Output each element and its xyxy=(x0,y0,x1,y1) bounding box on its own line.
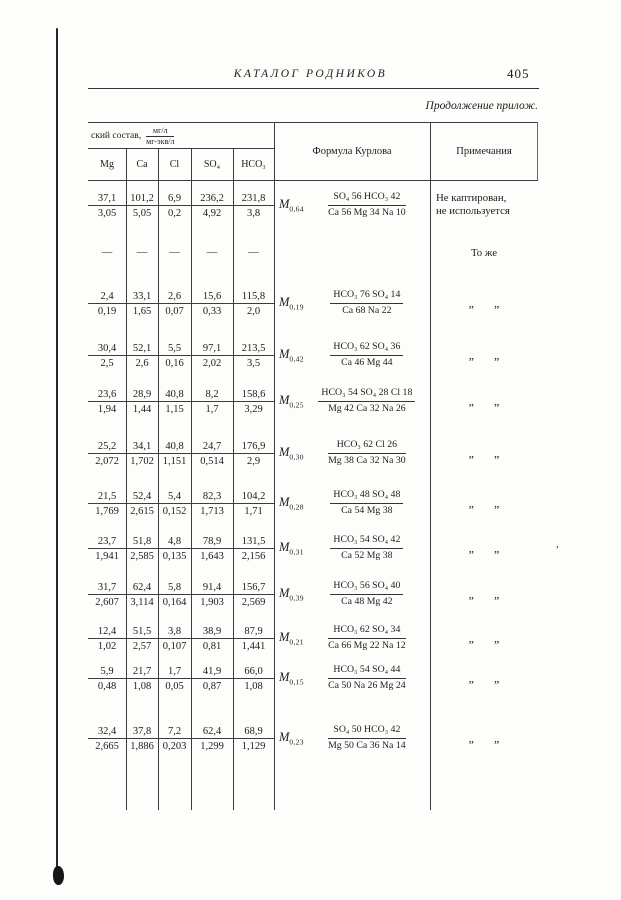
note-line: „ „ xyxy=(468,540,500,555)
note-line: „ „ xyxy=(468,630,500,645)
value-mg-eq-l: 0,135 xyxy=(162,551,187,562)
kurlov-formula xyxy=(274,286,430,320)
scan-artifact: , xyxy=(556,538,559,550)
ion-fraction xyxy=(330,289,403,316)
value-mg-eq-l: 0,33 xyxy=(202,306,222,317)
value-mg-l: 12,4 xyxy=(97,626,117,637)
note-cell xyxy=(430,436,538,470)
value-mg-l: 37,8 xyxy=(132,726,152,737)
value-mg-l: 32,4 xyxy=(97,726,117,737)
value-mg-l: 115,8 xyxy=(241,291,266,302)
anions: HCO₃ 54 SO₄ 44 xyxy=(328,664,406,678)
table-row xyxy=(88,188,538,222)
cations: Ca 46 Mg 44 xyxy=(341,356,393,368)
value-mg-eq-l: 2,57 xyxy=(132,641,152,652)
value-mg-eq-l: 1,08 xyxy=(132,681,152,692)
anions: HCO₃ 62 SO₄ 34 xyxy=(328,624,406,638)
anions: SO₄ 56 HCO₃ 42 xyxy=(328,191,406,205)
anions: HCO₃ 48 SO₄ 48 xyxy=(330,489,403,503)
value-mg-eq-l: 2,585 xyxy=(130,551,154,562)
value-mg-eq-l: 1,886 xyxy=(130,741,154,752)
mineralization: $M_{0,64}$ xyxy=(279,196,304,214)
note-cell xyxy=(430,577,538,611)
value-mg-l: 28,9 xyxy=(132,389,152,400)
mineralization: $M_{0,15}$ xyxy=(279,669,304,687)
value-mg-eq-l: 1,903 xyxy=(200,597,224,608)
value-mg-eq-l: 1,769 xyxy=(95,506,119,517)
cations: Mg 42 Ca 32 Na 26 xyxy=(328,402,406,414)
anions: HCO₃ 56 SO₄ 40 xyxy=(330,580,403,594)
running-head: КАТАЛОГ РОДНИКОВ xyxy=(233,68,388,80)
mineralization: $M_{0,21}$ xyxy=(279,629,304,647)
value-mg-eq-l: 1,441 xyxy=(241,641,266,652)
value-mg-l: 131,5 xyxy=(241,536,266,547)
value-mg-l: 40,8 xyxy=(165,389,184,400)
value-mg-eq-l: 0,19 xyxy=(97,306,117,317)
table-row xyxy=(88,621,538,655)
anions: HCO₃ 54 SO₄ 42 xyxy=(330,534,403,548)
value-mg-eq-l: 1,643 xyxy=(200,551,224,562)
value-mg-eq-l: 0,107 xyxy=(162,641,187,652)
page-number: 405 xyxy=(507,66,530,81)
ion-fraction xyxy=(328,439,406,466)
ion-fraction xyxy=(330,489,403,516)
kurlov-formula xyxy=(274,338,430,372)
ion-fraction xyxy=(328,664,406,691)
value-mg-eq-l: 2,6 xyxy=(135,358,149,369)
fraction-rule xyxy=(88,205,274,206)
value-mg-l: 23,7 xyxy=(97,536,117,547)
value-mg-l: 41,9 xyxy=(202,666,222,677)
anions: HCO₃ 54 SO₄ 28 Cl 18 xyxy=(318,387,415,401)
table-row xyxy=(88,384,538,418)
cations: Ca 68 Na 22 xyxy=(342,304,392,316)
value-mg-l: 51,8 xyxy=(132,536,152,547)
value-mg-l: 5,4 xyxy=(167,491,182,502)
value-mg-l: 25,2 xyxy=(97,441,117,452)
anions: HCO₃ 62 Cl 26 xyxy=(328,439,406,453)
value-cell xyxy=(126,236,158,270)
continuation-note: Продолжение прилож. xyxy=(425,100,538,112)
value-mg-eq-l: 0,514 xyxy=(200,456,224,467)
fraction-rule xyxy=(88,303,274,304)
value-mg-l: 156,7 xyxy=(241,582,266,593)
mineralization: $M_{0,42}$ xyxy=(279,346,304,364)
kurlov-formula xyxy=(274,661,430,695)
value-mg-eq-l: 3,05 xyxy=(97,208,117,219)
mineralization: $M_{0,23}$ xyxy=(279,729,304,747)
ion-fraction xyxy=(330,534,403,561)
fraction-rule xyxy=(88,503,274,504)
value-mg-l: 5,9 xyxy=(100,666,114,677)
fraction-rule xyxy=(88,548,274,549)
value-mg-l: 6,9 xyxy=(167,193,182,204)
kurlov-formula xyxy=(274,188,430,222)
value-mg-l: 87,9 xyxy=(244,626,263,637)
value-mg-eq-l: 1,02 xyxy=(97,641,117,652)
value-mg-l: 33,1 xyxy=(132,291,152,302)
springs-table xyxy=(88,122,538,822)
value-mg-l: 236,2 xyxy=(200,193,224,204)
column-header: Ca xyxy=(136,158,148,170)
note-cell xyxy=(430,721,538,755)
value-cell xyxy=(233,236,274,270)
value-mg-eq-l: 1,15 xyxy=(165,404,184,415)
value-mg-l: 37,1 xyxy=(97,193,117,204)
value-mg-eq-l: 5,05 xyxy=(132,208,152,219)
value-mg-l: 91,4 xyxy=(202,582,222,593)
cations: Mg 38 Ca 32 Na 30 xyxy=(328,454,406,466)
note-cell xyxy=(430,338,538,372)
ion-fraction xyxy=(328,191,406,218)
book-gutter-line xyxy=(56,28,58,880)
value-mg-l: 15,6 xyxy=(202,291,222,302)
fraction-rule xyxy=(88,738,274,739)
note-line: „ „ xyxy=(468,670,500,685)
value-mg-l: 2,6 xyxy=(167,291,182,302)
units-fraction xyxy=(146,126,174,145)
value-mg-eq-l: 1,941 xyxy=(95,551,119,562)
mineralization: $M_{0,31}$ xyxy=(279,539,304,557)
value-mg-eq-l: 0,203 xyxy=(162,741,187,752)
value-mg-eq-l: 2,607 xyxy=(95,597,119,608)
value-mg-eq-l: 2,9 xyxy=(246,456,261,467)
value-mg-l: 66,0 xyxy=(244,666,263,677)
kurlov-formula xyxy=(274,577,430,611)
cations: Ca 66 Mg 22 Na 12 xyxy=(328,639,406,651)
mineralization: $M_{0,30}$ xyxy=(279,444,304,462)
kurlov-formula xyxy=(274,486,430,520)
table-row xyxy=(88,721,538,755)
note-line: „ „ xyxy=(468,347,500,362)
fraction-rule xyxy=(88,355,274,356)
note-cell xyxy=(430,486,538,520)
value-mg-l: 68,9 xyxy=(244,726,263,737)
value-mg-eq-l: 0,87 xyxy=(202,681,222,692)
value-mg-eq-l: 2,02 xyxy=(202,358,222,369)
note-line: „ „ xyxy=(468,586,500,601)
value-mg-l: 3,8 xyxy=(167,626,182,637)
value-mg-eq-l: 3,114 xyxy=(130,597,154,608)
value-cell xyxy=(191,236,233,270)
value-mg-eq-l: 0,05 xyxy=(165,681,184,692)
mineralization: $M_{0,25}$ xyxy=(279,392,304,410)
value-mg-eq-l: 2,615 xyxy=(130,506,154,517)
note-cell xyxy=(430,384,538,418)
value-mg-eq-l: 0,164 xyxy=(162,597,187,608)
value-mg-eq-l: 1,702 xyxy=(130,456,154,467)
value-mg-l: 38,9 xyxy=(202,626,222,637)
kurlov-formula xyxy=(274,531,430,565)
fraction-rule xyxy=(88,401,274,402)
value-mg-l: 30,4 xyxy=(97,343,117,354)
cations: Ca 56 Mg 34 Na 10 xyxy=(328,206,406,218)
anions: HCO₃ 62 SO₄ 36 xyxy=(330,341,403,355)
note-cell xyxy=(430,531,538,565)
value-mg-l: 176,9 xyxy=(241,441,266,452)
value-mg-l: 24,7 xyxy=(202,441,222,452)
anions: HCO₃ 76 SO₄ 14 xyxy=(330,289,403,303)
table-row xyxy=(88,436,538,470)
column-header: HCO₃ xyxy=(241,158,266,170)
empty-dash: — xyxy=(169,247,180,258)
column-header: Cl xyxy=(169,158,180,170)
value-mg-l: 40,8 xyxy=(165,441,184,452)
empty-dash: — xyxy=(136,247,148,258)
anions: SO₄ 50 HCO₃ 42 xyxy=(328,724,406,738)
note-cell xyxy=(430,621,538,655)
value-mg-eq-l: 0,2 xyxy=(167,208,182,219)
note-line: „ „ xyxy=(468,295,500,310)
kurlov-formula-header: Формула Курлова xyxy=(312,145,392,157)
value-mg-eq-l: 3,29 xyxy=(244,404,263,415)
value-mg-l: 82,3 xyxy=(202,491,222,502)
value-mg-l: 8,2 xyxy=(205,389,219,400)
unit-numerator: мг/л xyxy=(146,126,174,136)
value-cell xyxy=(158,236,191,270)
column-header: Mg xyxy=(100,158,114,170)
value-mg-eq-l: 3,5 xyxy=(246,358,261,369)
scan-ink-blob xyxy=(53,866,64,885)
table-row xyxy=(88,286,538,320)
value-mg-l: 97,1 xyxy=(202,343,222,354)
value-mg-eq-l: 1,44 xyxy=(132,404,152,415)
value-mg-eq-l: 2,569 xyxy=(241,597,266,608)
value-mg-l: 62,4 xyxy=(132,582,152,593)
value-mg-l: 5,8 xyxy=(167,582,182,593)
empty-dash: — xyxy=(101,247,113,258)
value-mg-eq-l: 4,92 xyxy=(202,208,222,219)
table-row xyxy=(88,236,538,270)
empty-dash: — xyxy=(248,247,259,258)
value-mg-eq-l: 2,665 xyxy=(95,741,119,752)
kurlov-formula xyxy=(274,621,430,655)
note-cell xyxy=(430,236,538,270)
table-row xyxy=(88,531,538,565)
table-row xyxy=(88,661,538,695)
value-mg-eq-l: 2,156 xyxy=(241,551,266,562)
ion-fraction xyxy=(330,341,403,368)
value-mg-eq-l: 1,94 xyxy=(97,404,117,415)
note-line: не используется xyxy=(436,205,510,217)
value-mg-l: 62,4 xyxy=(202,726,222,737)
mineralization: $M_{0,39}$ xyxy=(279,585,304,603)
value-mg-eq-l: 0,152 xyxy=(162,506,187,517)
unit-denominator: мг-экв/л xyxy=(146,136,175,146)
cations: Mg 50 Ca 36 Na 14 xyxy=(328,739,406,751)
composition-label: ский состав, xyxy=(91,131,142,141)
value-mg-eq-l: 1,7 xyxy=(205,404,219,415)
note-cell xyxy=(430,661,538,695)
value-mg-l: 52,4 xyxy=(132,491,152,502)
value-mg-l: 23,6 xyxy=(97,389,117,400)
table-row xyxy=(88,338,538,372)
note-line: „ „ xyxy=(468,495,500,510)
fraction-rule xyxy=(88,638,274,639)
value-mg-eq-l: 0,16 xyxy=(165,358,184,369)
value-mg-l: 34,1 xyxy=(132,441,152,452)
value-mg-l: 78,9 xyxy=(202,536,222,547)
value-mg-l: 104,2 xyxy=(241,491,266,502)
ion-fraction xyxy=(318,387,415,414)
composition-header xyxy=(91,124,273,148)
value-mg-l: 5,5 xyxy=(167,343,182,354)
value-mg-eq-l: 3,8 xyxy=(246,208,261,219)
value-mg-l: 7,2 xyxy=(167,726,182,737)
mineralization: $M_{0,28}$ xyxy=(279,494,304,512)
notes-header: Примечания xyxy=(456,145,512,157)
cations: Ca 48 Mg 42 xyxy=(341,595,393,607)
note-line: То же xyxy=(471,246,497,259)
mineralization: $M_{0,19}$ xyxy=(279,294,304,312)
fraction-rule xyxy=(88,594,274,595)
value-mg-l: 1,7 xyxy=(167,666,182,677)
note-line: „ „ xyxy=(468,445,500,460)
note-line: Не каптирован, xyxy=(436,192,507,204)
table-row xyxy=(88,486,538,520)
value-mg-l: 101,2 xyxy=(130,193,154,204)
value-mg-eq-l: 1,713 xyxy=(200,506,224,517)
cations: Ca 50 Na 26 Mg 24 xyxy=(328,679,406,691)
value-mg-eq-l: 2,5 xyxy=(100,358,114,369)
value-cell xyxy=(88,236,126,270)
header-bottom-rule xyxy=(88,180,538,181)
note-cell xyxy=(430,188,538,222)
note-line: „ „ xyxy=(468,730,500,745)
value-mg-l: 4,8 xyxy=(167,536,182,547)
cations: Ca 52 Mg 38 xyxy=(341,549,393,561)
value-mg-eq-l: 1,151 xyxy=(162,456,187,467)
empty-dash: — xyxy=(206,247,218,258)
ion-fraction xyxy=(328,624,406,651)
note-cell xyxy=(430,286,538,320)
fraction-rule xyxy=(88,453,274,454)
value-mg-l: 158,6 xyxy=(241,389,266,400)
column-header: SO₄ xyxy=(203,158,221,170)
table-row xyxy=(88,577,538,611)
value-mg-eq-l: 0,07 xyxy=(165,306,184,317)
cations: Ca 54 Mg 38 xyxy=(341,504,393,516)
value-mg-l: 51,5 xyxy=(132,626,152,637)
value-mg-l: 31,7 xyxy=(97,582,117,593)
value-mg-eq-l: 1,65 xyxy=(132,306,152,317)
value-mg-l: 21,5 xyxy=(97,491,117,502)
value-mg-eq-l: 0,81 xyxy=(202,641,222,652)
value-mg-eq-l: 1,299 xyxy=(200,741,224,752)
note-line: „ „ xyxy=(468,393,500,408)
value-mg-eq-l: 2,0 xyxy=(246,306,261,317)
ion-fraction xyxy=(328,724,406,751)
header-rule xyxy=(88,88,539,89)
value-mg-l: 52,1 xyxy=(132,343,152,354)
value-mg-eq-l: 1,129 xyxy=(241,741,266,752)
ion-fraction xyxy=(330,580,403,607)
kurlov-formula xyxy=(274,721,430,755)
value-mg-l: 231,8 xyxy=(241,193,266,204)
value-mg-eq-l: 2,072 xyxy=(95,456,119,467)
value-mg-l: 2,4 xyxy=(100,291,114,302)
value-mg-eq-l: 1,71 xyxy=(244,506,263,517)
fraction-rule xyxy=(88,678,274,679)
value-mg-eq-l: 0,48 xyxy=(97,681,117,692)
value-mg-l: 21,7 xyxy=(132,666,152,677)
kurlov-formula xyxy=(274,384,430,418)
value-mg-eq-l: 1,08 xyxy=(244,681,263,692)
kurlov-formula xyxy=(274,436,430,470)
value-mg-l: 213,5 xyxy=(241,343,266,354)
